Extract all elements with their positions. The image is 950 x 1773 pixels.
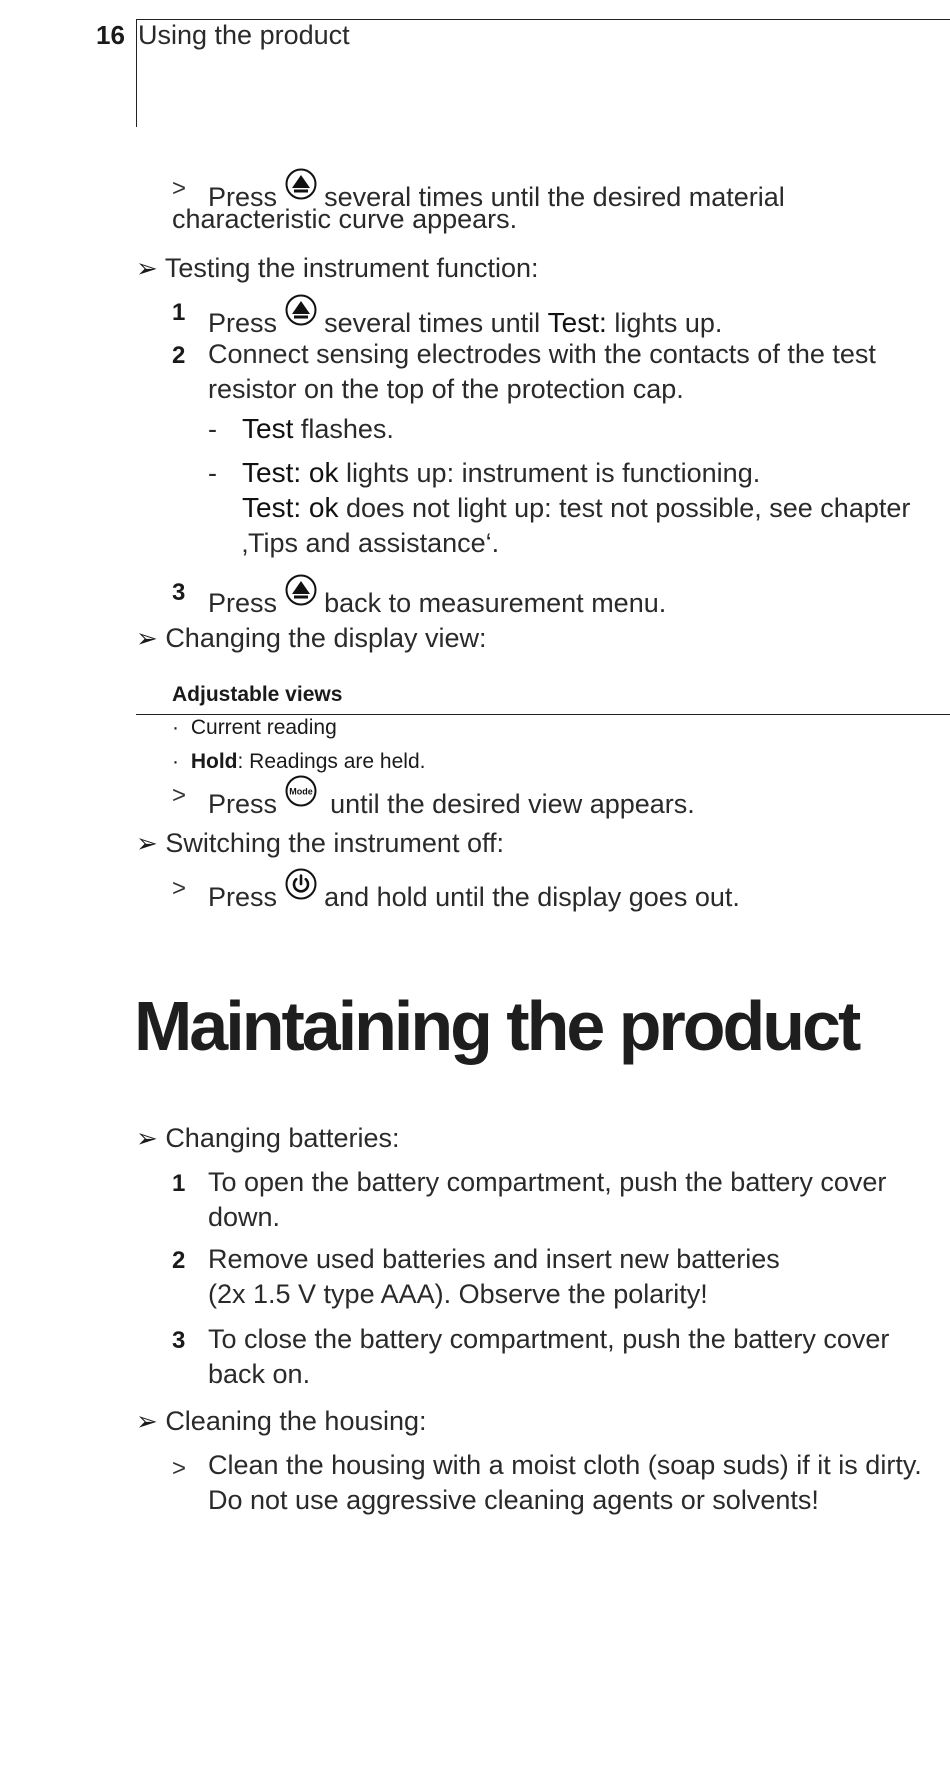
- step-number: 3: [172, 1327, 186, 1354]
- off-heading-text: Switching the instrument off:: [165, 828, 504, 858]
- up-arrow-button-icon: [285, 294, 317, 326]
- press-word: Press: [208, 182, 278, 212]
- press-word: Press: [208, 588, 278, 618]
- step-text-line1: Connect sensing electrodes with the contacts of the test: [208, 339, 876, 369]
- step-text-line2: down.: [208, 1202, 281, 1232]
- step-text-part: lights up.: [614, 308, 723, 338]
- display-text: Test: ok: [242, 492, 339, 523]
- mode-button-icon: [285, 775, 317, 807]
- step-text-part: and hold until the display goes out.: [324, 882, 740, 912]
- step-number: 1: [172, 1170, 186, 1197]
- arrowhead-icon: ➢: [136, 828, 158, 858]
- result-text: [242, 491, 910, 525]
- views-item-hold: [172, 747, 425, 777]
- up-arrow-button-icon: [285, 168, 317, 200]
- result-rest: does not light up: test not possible, see chapter: [346, 493, 911, 523]
- result-rest: flashes.: [300, 414, 394, 444]
- step-text-part: back to measurement menu.: [324, 588, 667, 618]
- power-button-icon: [285, 868, 317, 900]
- views-item-current-reading: [172, 713, 337, 743]
- step-text-line2: resistor on the top of the protection cap.: [208, 374, 684, 404]
- maintaining-title-wrap: [134, 986, 858, 1066]
- result-text: [242, 412, 394, 446]
- result-rest: lights up: instrument is functioning.: [346, 458, 761, 488]
- display-text: Test: [242, 413, 294, 444]
- step-text-line1: several times until the desired material: [324, 182, 785, 212]
- step-text: [208, 868, 740, 914]
- step-number: 3: [172, 579, 186, 606]
- bullet: ·: [172, 716, 179, 739]
- step-text-line2: characteristic curve appears.: [172, 204, 518, 234]
- step-text-line2: Do not use aggressive cleaning agents or solvents!: [208, 1485, 819, 1515]
- dash: -: [208, 414, 217, 444]
- views-item-text: : Readings are held.: [237, 750, 426, 773]
- batteries-heading-text: Changing batteries:: [165, 1123, 400, 1153]
- step-text-line1: To open the battery compartment, push the battery cover: [208, 1167, 887, 1197]
- batteries-heading: [136, 1121, 399, 1155]
- dash: -: [208, 458, 217, 488]
- arrowhead-icon: ➢: [136, 1406, 158, 1436]
- page-number: 16: [96, 20, 125, 50]
- arrowhead-icon: ➢: [136, 253, 158, 283]
- testing-heading-text: Testing the instrument function:: [164, 253, 539, 283]
- step-text: [208, 775, 695, 821]
- step-text: [208, 574, 666, 620]
- step-text-line1: Clean the housing with a moist cloth (soap suds) if it is dirty.: [208, 1450, 922, 1480]
- result-text-line2: ‚Tips and assistance‘.: [242, 528, 500, 558]
- svg-text:Mode: Mode: [288, 786, 313, 797]
- arrowhead-icon: ➢: [136, 1123, 158, 1153]
- step-text-line2: back on.: [208, 1359, 311, 1389]
- views-item-text: Current reading: [190, 716, 337, 739]
- step-text-line1: To close the battery compartment, push the battery cover: [208, 1324, 890, 1354]
- step-text: [208, 294, 722, 340]
- step-text-line2: (2x 1.5 V type AAA). Observe the polarity!: [208, 1279, 708, 1309]
- cleaning-heading-text: Cleaning the housing:: [165, 1406, 427, 1436]
- display-heading: [136, 621, 487, 655]
- step-number: 2: [172, 1247, 186, 1274]
- step-text-part: several times until: [324, 308, 541, 338]
- result-text: [242, 456, 760, 490]
- display-text: Test: ok: [242, 457, 339, 488]
- off-heading: [136, 826, 504, 860]
- views-item-bold: Hold: [190, 750, 238, 773]
- views-table-header: Adjustable views: [172, 683, 343, 706]
- step-marker: >: [172, 875, 187, 902]
- press-word: Press: [208, 882, 278, 912]
- step-text-part: until the desired view appears.: [330, 789, 695, 819]
- cleaning-heading: [136, 1404, 427, 1438]
- bullet: ·: [172, 750, 179, 773]
- step-number: 1: [172, 299, 186, 326]
- section-heading: Maintaining the product: [134, 987, 859, 1065]
- header-vertical-rule: [136, 19, 137, 127]
- display-text-test: Test:: [547, 307, 607, 338]
- arrowhead-icon: ➢: [136, 623, 158, 653]
- step-marker: >: [172, 1455, 187, 1482]
- section-title: Using the product: [138, 20, 350, 50]
- testing-heading: [136, 251, 539, 285]
- press-word: Press: [208, 789, 278, 819]
- display-heading-text: Changing the display view:: [165, 623, 487, 653]
- step-marker: >: [172, 175, 187, 202]
- step-text-line1: Remove used batteries and insert new batteries: [208, 1244, 780, 1274]
- step-number: 2: [172, 342, 186, 369]
- up-arrow-button-icon: [285, 574, 317, 606]
- step-marker: >: [172, 782, 187, 809]
- press-word: Press: [208, 308, 278, 338]
